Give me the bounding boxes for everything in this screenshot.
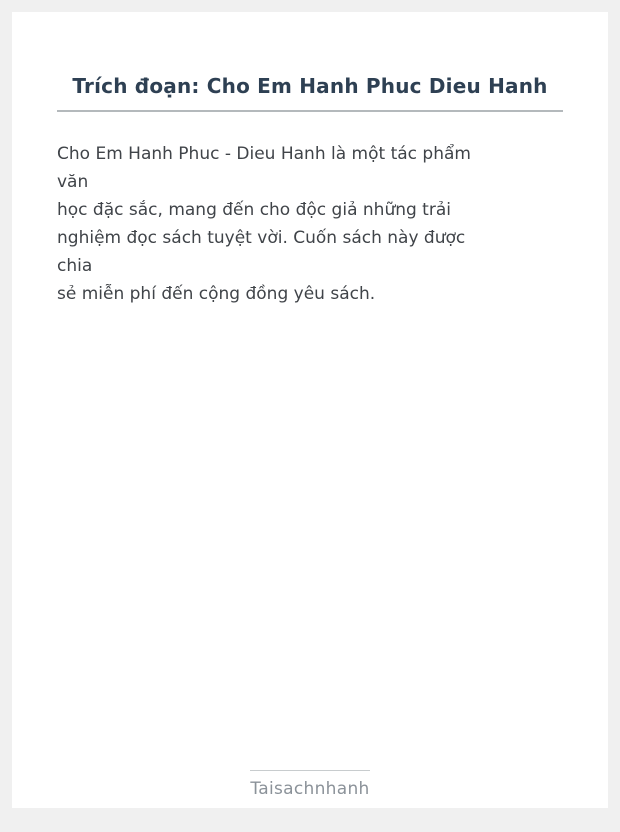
page-title: Trích đoạn: Cho Em Hanh Phuc Dieu Hanh [72, 74, 548, 98]
footer-divider [250, 770, 370, 771]
excerpt-line: văn [57, 172, 89, 192]
excerpt-line: học đặc sắc, mang đến cho độc giả những trải [57, 200, 451, 220]
excerpt-line: chia [57, 256, 93, 276]
footer-brand: Taisachnhanh [250, 779, 370, 799]
page-footer [12, 770, 608, 800]
title-divider [57, 110, 563, 112]
excerpt-paragraph [57, 140, 563, 308]
excerpt-line: sẻ miễn phí đến cộng đồng yêu sách. [57, 284, 376, 304]
excerpt-line: Cho Em Hanh Phuc - Dieu Hanh là một tác phẩm [57, 144, 471, 164]
excerpt-line: nghiệm đọc sách tuyệt vời. Cuốn sách này được [57, 228, 466, 248]
document-page-card [12, 12, 608, 808]
